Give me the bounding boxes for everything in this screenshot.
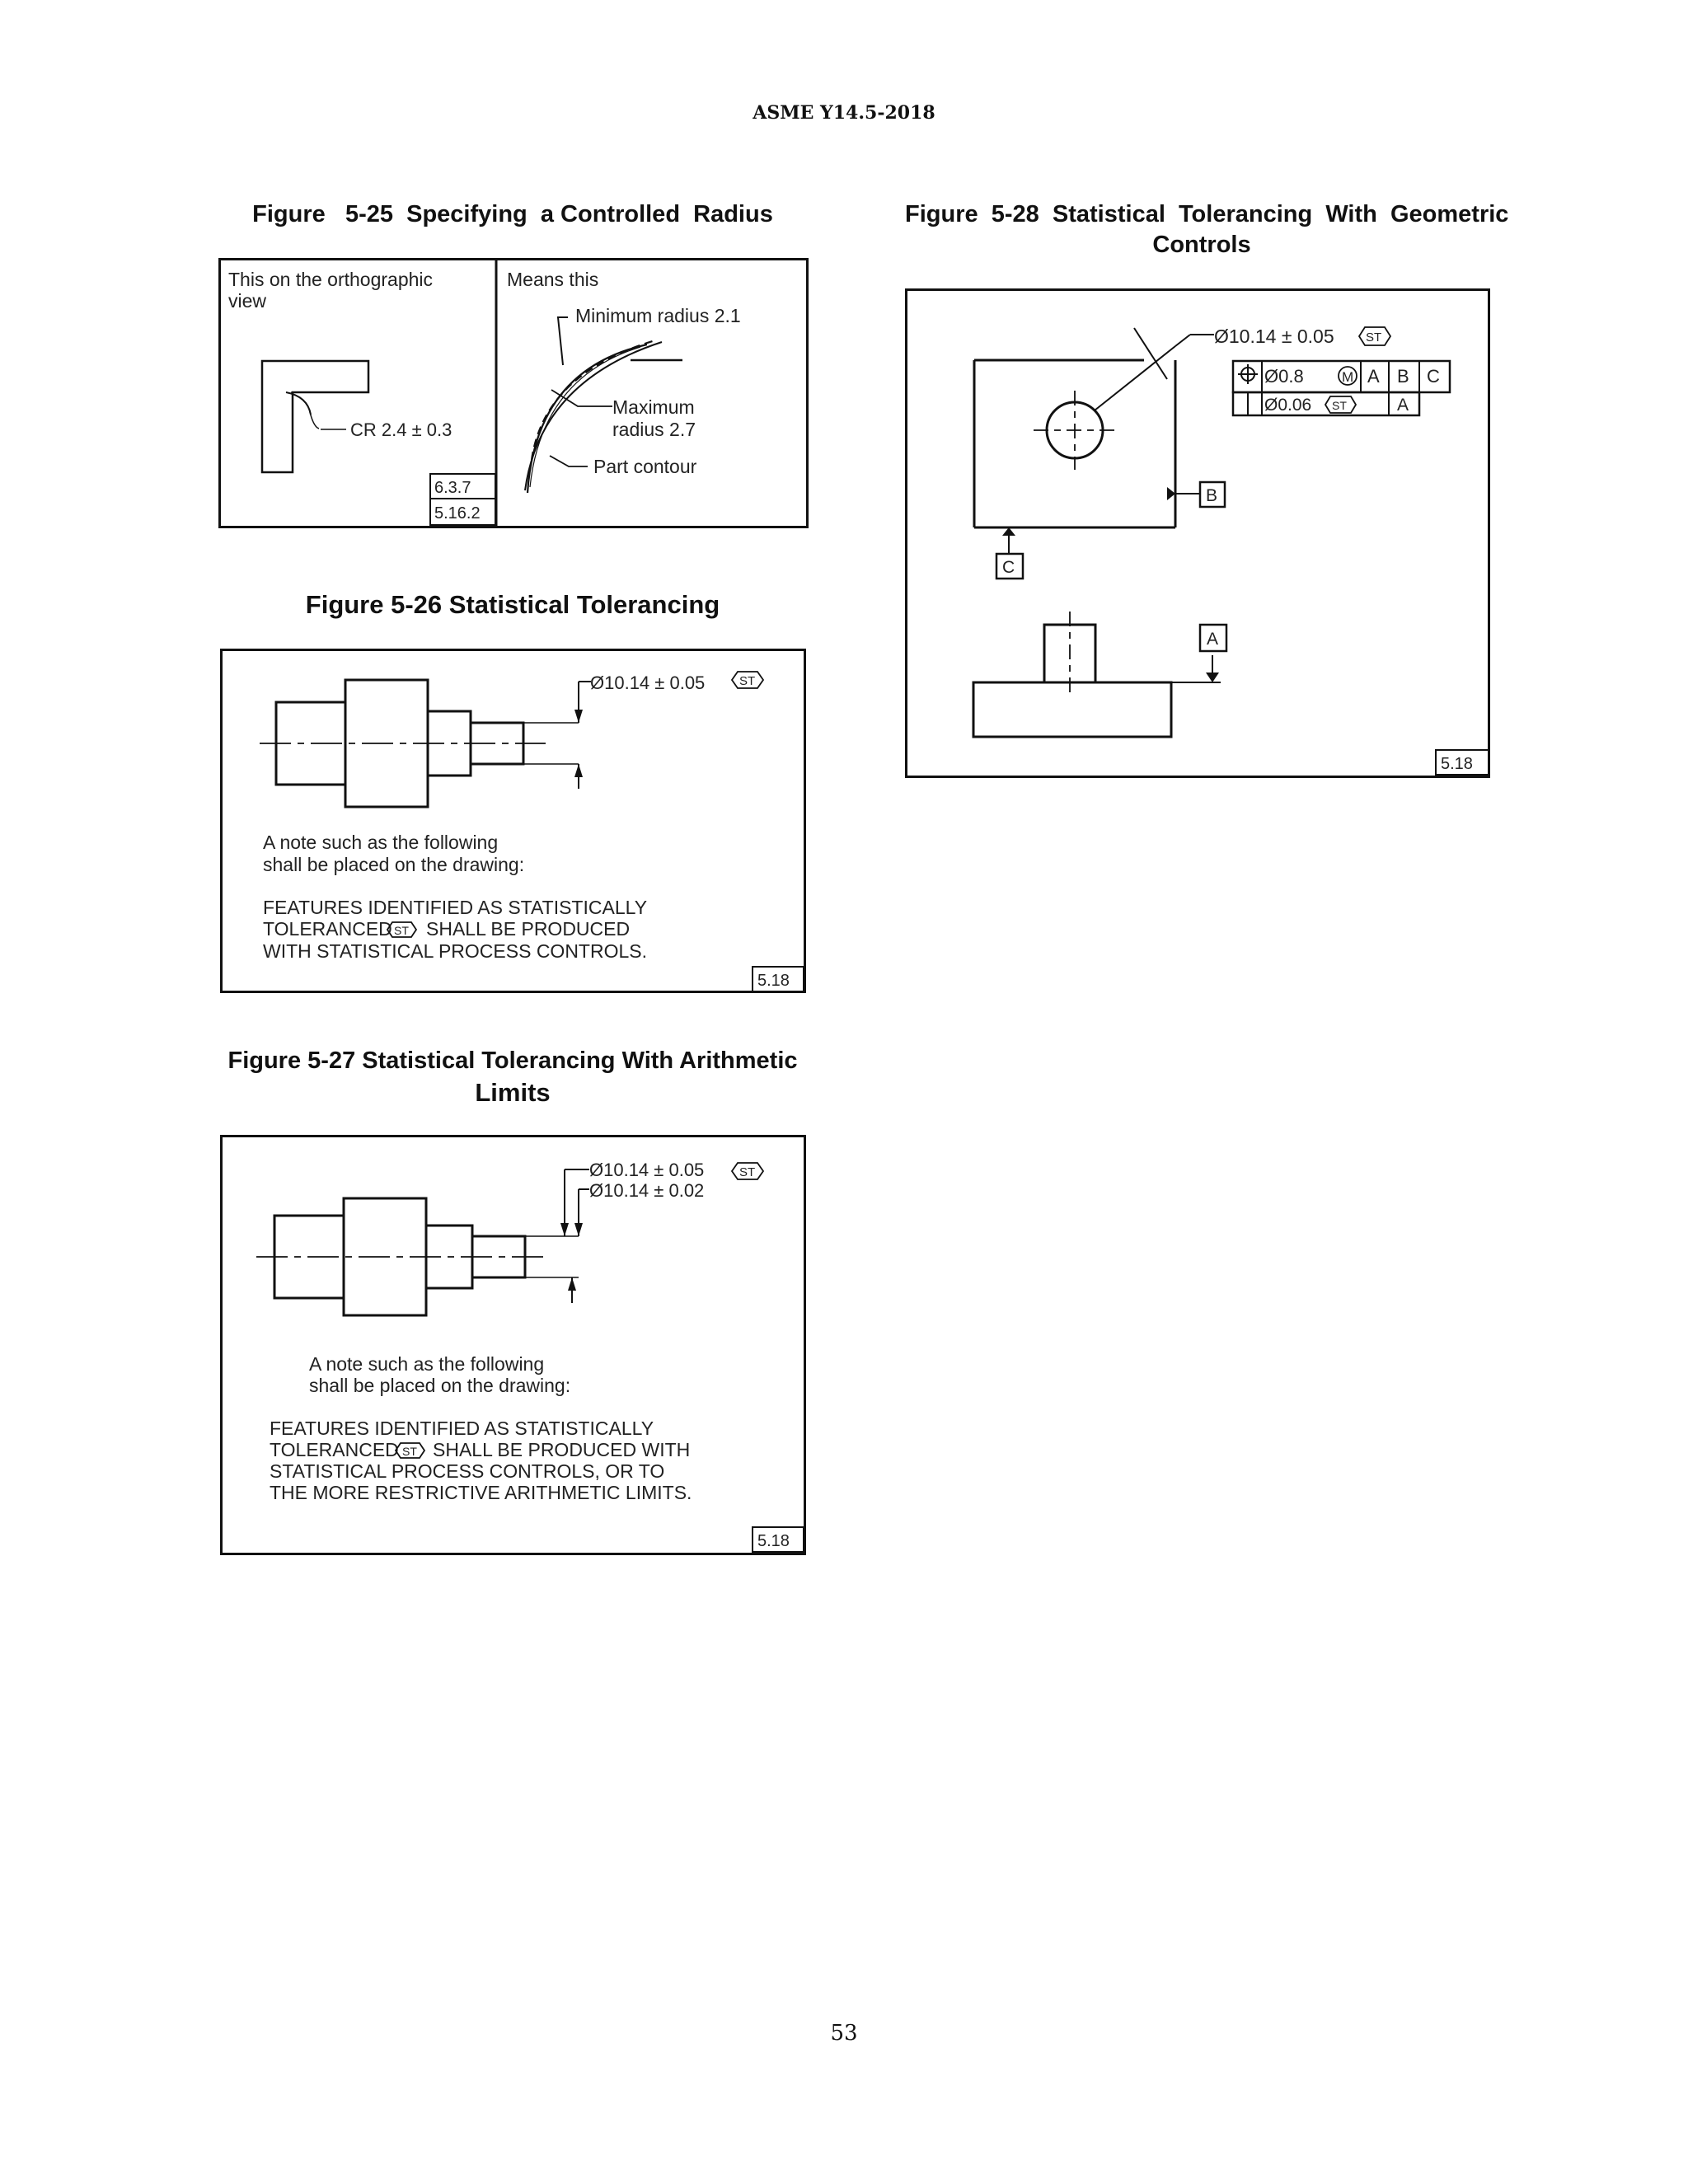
fig26-note-2: shall be placed on the drawing: <box>263 854 525 875</box>
fig27-st-text: ST <box>739 1165 756 1179</box>
page-number: 53 <box>830 2021 858 2046</box>
fig28-datum-b-label: B <box>1206 486 1218 505</box>
fig28-datum-a-2: A <box>1397 396 1409 415</box>
fig27-note-1: A note such as the following <box>309 1353 545 1375</box>
fig26-dim: Ø10.14 ± 0.05 <box>590 673 706 693</box>
fig28-datum-c-1: C <box>1427 366 1440 387</box>
figure-5-26 <box>220 649 806 993</box>
fig28-datum-a-label: A <box>1207 630 1219 649</box>
fig25-max-radius-1: Maximum <box>612 396 695 418</box>
figure-5-28 <box>905 288 1490 778</box>
figure-5-27 <box>220 1135 806 1555</box>
fig28-dim: Ø10.14 ± 0.05 <box>1214 326 1334 347</box>
fig28-st-text: ST <box>1366 330 1382 344</box>
fig25-right-label: Means this <box>507 269 599 290</box>
fig25-ref-1: 6.3.7 <box>434 479 471 497</box>
fig25-left-label-2: view <box>228 290 267 312</box>
figure-5-26-caption: Figure 5-26 Statistical Tolerancing <box>305 590 720 619</box>
fig25-max-radius-2: radius 2.7 <box>612 419 696 440</box>
fig27-req-2a: TOLERANCED <box>270 1439 399 1460</box>
fig25-ref-2: 5.16.2 <box>434 504 481 523</box>
figure-5-27-caption-1: Figure 5-27 Statistical Tolerancing With Arithmetic <box>227 1047 798 1074</box>
fig27-dim-2: Ø10.14 ± 0.02 <box>589 1180 705 1201</box>
fig28-ref: 5.18 <box>1441 755 1473 773</box>
figure-5-28-caption-2: Controls <box>1152 232 1251 258</box>
figure-5-25-caption: Figure 5-25 Specifying a Controlled Radius <box>252 201 773 227</box>
figure-5-28-caption-1: Figure 5-28 Statistical Tolerancing With Geometric <box>905 201 1509 227</box>
fig28-datum-a-1: A <box>1367 366 1380 387</box>
fig27-req-3: STATISTICAL PROCESS CONTROLS, OR TO <box>270 1460 665 1482</box>
fig25-min-radius: Minimum radius 2.1 <box>575 305 741 326</box>
fig28-fcf1-tol: Ø0.8 <box>1264 366 1304 387</box>
fig26-st-text: ST <box>739 674 756 688</box>
fig27-req-4: THE MORE RESTRICTIVE ARITHMETIC LIMITS. <box>270 1482 692 1503</box>
page-header: ASME Y14.5-2018 <box>753 102 935 124</box>
fig27-note-st-text: ST <box>402 1445 417 1458</box>
fig28-datum-c-label: C <box>1002 558 1015 577</box>
fig25-part-contour: Part contour <box>593 456 697 477</box>
fig28-fcf2-st-text: ST <box>1332 399 1347 412</box>
fig26-note-1: A note such as the following <box>263 832 499 853</box>
fig26-note-st-text: ST <box>394 924 409 937</box>
fig27-req-1: FEATURES IDENTIFIED AS STATISTICALLY <box>270 1418 654 1439</box>
figure-5-27-caption-2: Limits <box>475 1078 551 1107</box>
fig27-note-2: shall be placed on the drawing: <box>309 1375 571 1396</box>
fig26-req-1: FEATURES IDENTIFIED AS STATISTICALLY <box>263 897 648 918</box>
fig28-datum-b-1: B <box>1397 366 1409 387</box>
fig28-fcf2-tol: Ø0.06 <box>1264 396 1312 415</box>
fig25-cr-text: CR 2.4 ± 0.3 <box>350 419 452 440</box>
fig27-dim-1: Ø10.14 ± 0.05 <box>589 1160 705 1180</box>
fig26-req-2a: TOLERANCED <box>263 918 392 940</box>
fig27-ref: 5.18 <box>757 1532 790 1550</box>
fig27-req-2b: SHALL BE PRODUCED WITH <box>433 1439 691 1460</box>
fig25-corner-part <box>262 361 368 472</box>
fig26-req-2b: SHALL BE PRODUCED <box>426 918 631 940</box>
fig25-left-label-1: This on the orthographic <box>228 269 434 290</box>
fig26-req-3: WITH STATISTICAL PROCESS CONTROLS. <box>263 940 648 962</box>
figure-5-25 <box>218 258 809 528</box>
fig28-mmc-text: M <box>1342 369 1354 385</box>
fig26-ref: 5.18 <box>757 972 790 990</box>
